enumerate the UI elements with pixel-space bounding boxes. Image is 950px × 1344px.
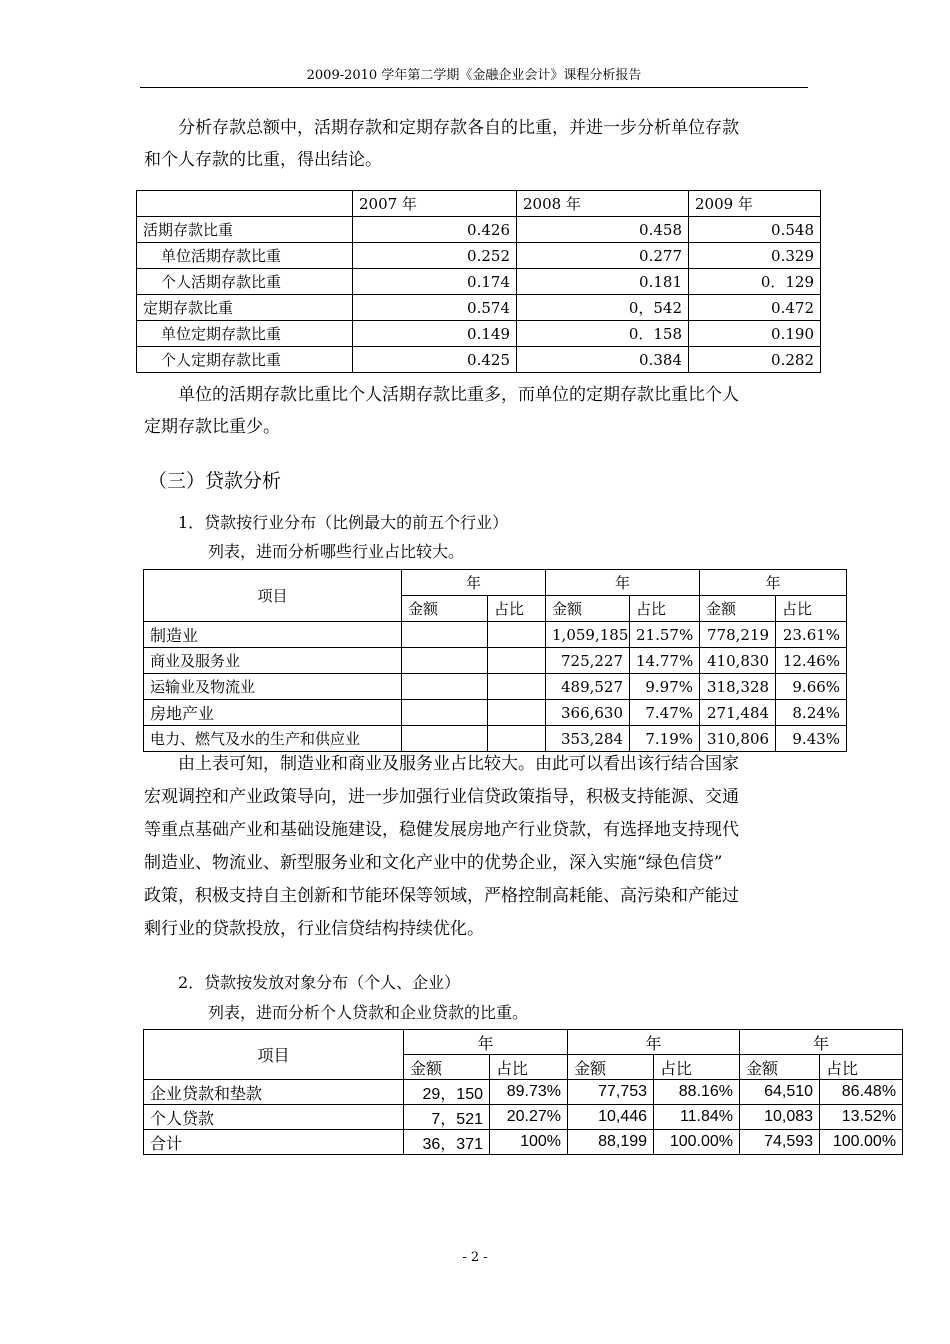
table-cell: 271,484 <box>700 700 776 726</box>
table-cell: 64,510 <box>740 1080 820 1105</box>
table-cell: 11.84% <box>654 1105 740 1130</box>
page-number: - 2 - <box>462 1250 488 1265</box>
table-header-cell: 2009 年 <box>689 191 821 217</box>
table-cell: 9.66% <box>776 674 847 700</box>
table-cell: 13.52% <box>820 1105 903 1130</box>
table-cell: 366,630 <box>546 700 630 726</box>
industry-loan-table <box>143 569 847 752</box>
table-cell: 0.174 <box>353 269 517 295</box>
table-cell <box>488 648 546 674</box>
table-cell: 100.00% <box>820 1130 903 1155</box>
table-cell <box>488 726 546 752</box>
table-cell: 9.43% <box>776 726 847 752</box>
row-label: 企业贷款和垫款 <box>144 1080 404 1105</box>
table-cell: 489,527 <box>546 674 630 700</box>
table-cell: 89.73% <box>490 1080 568 1105</box>
table-row <box>137 347 821 373</box>
table-cell <box>488 700 546 726</box>
table-cell <box>402 648 488 674</box>
deposit-ratio-table <box>136 190 821 373</box>
table-cell: 10,446 <box>568 1105 654 1130</box>
amount-header: 金额 <box>402 596 488 622</box>
table-cell: 0.548 <box>689 217 821 243</box>
table-cell: 7.19% <box>630 726 700 752</box>
amount-header: 金额 <box>546 596 630 622</box>
ratio-header: 占比 <box>776 596 847 622</box>
item-header: 项目 <box>144 570 402 622</box>
table-header-row <box>144 1030 903 1055</box>
ratio-header: 占比 <box>820 1055 903 1080</box>
amount-header: 金额 <box>404 1055 490 1080</box>
table-header-cell <box>137 191 353 217</box>
table-header-row <box>137 191 821 217</box>
table-cell: 0.282 <box>689 347 821 373</box>
table-cell: 0．158 <box>517 321 689 347</box>
row-label: 单位定期存款比重 <box>137 321 353 347</box>
table-cell: 0.458 <box>517 217 689 243</box>
year-header: 年 <box>404 1030 568 1055</box>
table-header-cell: 2008 年 <box>517 191 689 217</box>
table-row <box>137 321 821 347</box>
table-cell: 7.47% <box>630 700 700 726</box>
table-cell <box>402 674 488 700</box>
table-cell: 0.181 <box>517 269 689 295</box>
table-cell: 0.149 <box>353 321 517 347</box>
table-row <box>137 243 821 269</box>
intro-line-2: 和个人存款的比重，得出结论。 <box>144 150 382 170</box>
header-rule <box>140 87 808 88</box>
subsection-desc: 列表，进而分析哪些行业占比较大。 <box>208 542 465 561</box>
table-row <box>144 622 847 648</box>
table-cell: 12.46% <box>776 648 847 674</box>
row-label: 个人定期存款比重 <box>137 347 353 373</box>
table-cell: 21.57% <box>630 622 700 648</box>
table-cell: 0.329 <box>689 243 821 269</box>
amount-header: 金额 <box>568 1055 654 1080</box>
table-cell: 86.48% <box>820 1080 903 1105</box>
table-cell: 0.425 <box>353 347 517 373</box>
subsection-desc: 列表，进而分析个人贷款和企业贷款的比重。 <box>208 1003 529 1022</box>
row-label: 单位活期存款比重 <box>137 243 353 269</box>
table-cell: 725,227 <box>546 648 630 674</box>
table-cell: 7，521 <box>404 1105 490 1130</box>
table-cell: 410,830 <box>700 648 776 674</box>
intro-line-1: 分析存款总额中，活期存款和定期存款各自的比重，并进一步分析单位存款 <box>178 118 739 138</box>
table-cell: 310,806 <box>700 726 776 752</box>
year-header: 年 <box>568 1030 740 1055</box>
table-cell: 318,328 <box>700 674 776 700</box>
row-label: 运输业及物流业 <box>144 674 402 700</box>
row-label: 房地产业 <box>144 700 402 726</box>
table-header-cell: 2007 年 <box>353 191 517 217</box>
table-cell: 0．129 <box>689 269 821 295</box>
table-cell: 10,083 <box>740 1105 820 1130</box>
table-cell: 74,593 <box>740 1130 820 1155</box>
table-cell: 8.24% <box>776 700 847 726</box>
ratio-header: 占比 <box>488 596 546 622</box>
table-cell: 0.190 <box>689 321 821 347</box>
table-cell: 88,199 <box>568 1130 654 1155</box>
table-cell <box>402 726 488 752</box>
row-label: 电力、燃气及水的生产和供应业 <box>144 726 402 752</box>
analysis-line: 等重点基础产业和基础设施建设，稳健发展房地产行业贷款，有选择地支持现代 <box>144 820 739 840</box>
table-row <box>137 269 821 295</box>
table-cell: 0.277 <box>517 243 689 269</box>
analysis-line: 由上表可知，制造业和商业及服务业占比较大。由此可以看出该行结合国家 <box>178 754 739 774</box>
table-row <box>144 1105 903 1130</box>
ratio-header: 占比 <box>490 1055 568 1080</box>
table-row <box>137 295 821 321</box>
table-cell: 100.00% <box>654 1130 740 1155</box>
table-cell: 353,284 <box>546 726 630 752</box>
table-row <box>137 217 821 243</box>
table-cell <box>402 700 488 726</box>
subsection-title: 1．贷款按行业分布（比例最大的前五个行业） <box>178 513 509 532</box>
conclusion-line-1: 单位的活期存款比重比个人活期存款比重多，而单位的定期存款比重比个人 <box>178 385 739 405</box>
table-cell: 77,753 <box>568 1080 654 1105</box>
year-header: 年 <box>402 570 546 596</box>
table-cell: 0.252 <box>353 243 517 269</box>
table-cell: 14.77% <box>630 648 700 674</box>
table-row <box>144 1080 903 1105</box>
analysis-line: 制造业、物流业、新型服务业和文化产业中的优势企业，深入实施“绿色信贷” <box>144 853 723 873</box>
table-row <box>144 648 847 674</box>
section-title: （三）贷款分析 <box>148 470 282 492</box>
table-header-row <box>144 570 847 596</box>
table-row <box>144 1130 903 1155</box>
row-label: 合计 <box>144 1130 404 1155</box>
table-cell: 0.426 <box>353 217 517 243</box>
table-cell: 1,059,185 <box>546 622 630 648</box>
row-label: 商业及服务业 <box>144 648 402 674</box>
table-cell: 20.27% <box>490 1105 568 1130</box>
row-label: 活期存款比重 <box>137 217 353 243</box>
analysis-line: 政策，积极支持自主创新和节能环保等领域，严格控制高耗能、高污染和产能过 <box>144 886 739 906</box>
year-header: 年 <box>700 570 847 596</box>
amount-header: 金额 <box>740 1055 820 1080</box>
row-label: 个人贷款 <box>144 1105 404 1130</box>
table-cell <box>488 674 546 700</box>
analysis-line: 剩行业的贷款投放，行业信贷结构持续优化。 <box>144 919 484 939</box>
table-cell: 100% <box>490 1130 568 1155</box>
table-row <box>144 726 847 752</box>
table-cell <box>402 622 488 648</box>
subsection-title: 2．贷款按发放对象分布（个人、企业） <box>178 973 461 992</box>
page-header: 2009-2010 学年第二学期《金融企业会计》课程分析报告 <box>306 68 642 83</box>
table-cell: 0，542 <box>517 295 689 321</box>
row-label: 个人活期存款比重 <box>137 269 353 295</box>
table-row <box>144 700 847 726</box>
table-row <box>144 674 847 700</box>
amount-header: 金额 <box>700 596 776 622</box>
item-header: 项目 <box>144 1030 404 1080</box>
table-cell: 36，371 <box>404 1130 490 1155</box>
year-header: 年 <box>740 1030 903 1055</box>
table-cell: 23.61% <box>776 622 847 648</box>
ratio-header: 占比 <box>654 1055 740 1080</box>
table-cell: 0.384 <box>517 347 689 373</box>
year-header: 年 <box>546 570 700 596</box>
table-cell: 0.472 <box>689 295 821 321</box>
table-cell: 29，150 <box>404 1080 490 1105</box>
borrower-loan-table <box>143 1029 903 1155</box>
row-label: 定期存款比重 <box>137 295 353 321</box>
table-cell: 88.16% <box>654 1080 740 1105</box>
ratio-header: 占比 <box>630 596 700 622</box>
table-cell: 0.574 <box>353 295 517 321</box>
analysis-line: 宏观调控和产业政策导向，进一步加强行业信贷政策指导，积极支持能源、交通 <box>144 787 739 807</box>
table-cell: 9.97% <box>630 674 700 700</box>
row-label: 制造业 <box>144 622 402 648</box>
table-cell <box>488 622 546 648</box>
conclusion-line-2: 定期存款比重少。 <box>144 417 280 437</box>
table-cell: 778,219 <box>700 622 776 648</box>
